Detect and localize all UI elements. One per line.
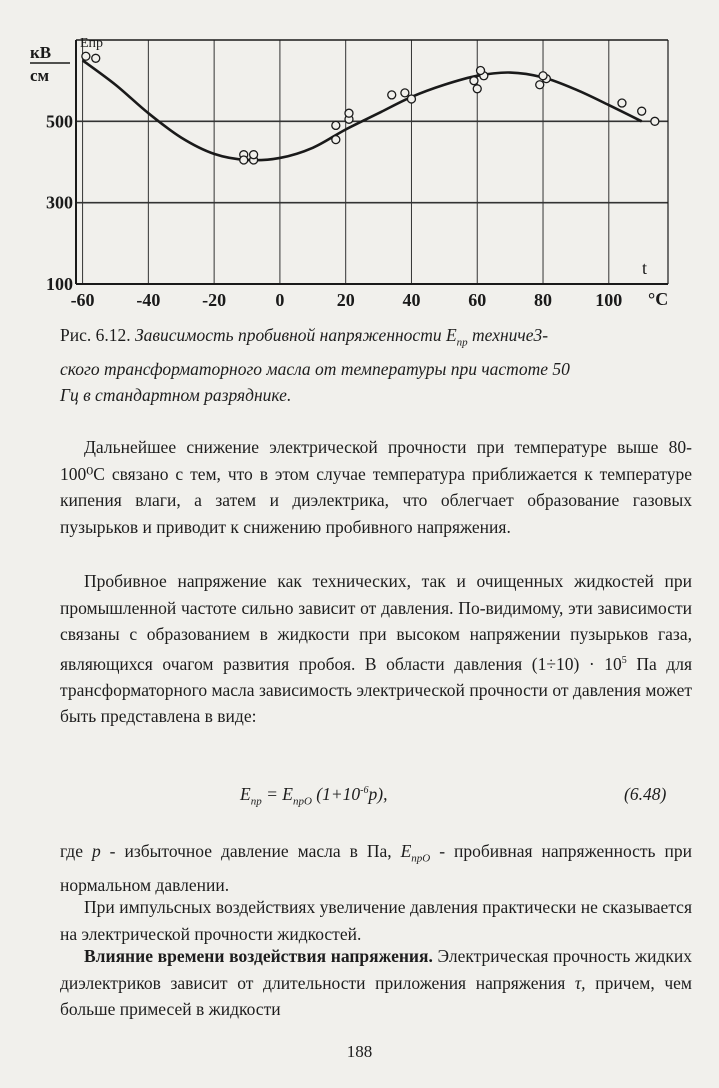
data-point [332,121,340,129]
data-point [651,117,659,125]
data-point [240,156,248,164]
paragraph-1: Дальнейшее снижение электрической прочности при температуре выше 80-100⁰С связано с тем, что в этом случае температура приближается к температуре кипения влаги, а затем и диэлектрика, что облегчает образование газовых пузырьков и приводит к снижению пробивного напряжения. [60,437,692,537]
data-point [82,52,90,60]
x-tick-label: -20 [202,290,227,310]
caption-label: Рис. 6.12. [60,325,131,345]
y-tick-label: 500 [46,111,73,132]
data-point [470,77,478,85]
x-tick-label: -60 [70,290,95,310]
data-point [473,85,481,93]
caption-text-start: Зависимость пробивной напряженности [135,325,442,345]
paragraph-2: Пробивное напряжение как технических, так и очищенных жидкостей при промышленной частоте сильно зависит от давления. По-видимому, эти зависимости связаны с образованием в жидкости при высоком напряжении пузырьков газа, являющихся очагом развития пробоя. В области давления $(1\div 10) \cdot 10^5$ Па для трансформаторного масла зависимость электрической прочности от давления может быть представлена в виде: [60,571,692,727]
chart-grid [76,40,668,284]
x-axis-symbol: t [642,258,648,278]
figure-chart [0,0,719,320]
x-tick-label: 60 [468,290,487,310]
chart-axes [76,40,668,284]
x-tick-label: 80 [534,290,553,310]
equation-number: (6.48) [624,784,667,804]
caption-text-line2: ского трансформаторного масла от температуры при частоте 50 [60,358,570,379]
paragraph-4: При импульсных воздействиях увеличение давления практически не сказывается на электрической прочности жидкостей. [60,897,692,944]
figure-caption [60,322,690,408]
data-point [92,54,100,62]
data-points [82,52,659,164]
y-tick-labels [46,111,73,294]
caption-text-line1-end: техниче3- [472,325,549,345]
data-point [250,151,258,159]
data-point [332,136,340,144]
data-point [388,91,396,99]
x-tick-label: 0 [275,290,285,310]
x-tick-label: 40 [402,290,421,310]
data-point [536,81,544,89]
data-point [618,99,626,107]
y-axis-symbol: Eпр [80,36,104,51]
data-point [345,109,353,117]
x-tick-label: 100 [595,290,623,310]
x-tick-label: -40 [136,290,161,310]
data-point [407,95,415,103]
y-unit-numerator: кВ [30,43,52,62]
data-point [539,72,547,80]
data-point [477,67,485,75]
x-unit-label: °C [648,289,669,309]
y-unit-denominator: см [30,66,50,85]
x-tick-label: 20 [336,290,355,310]
data-point [638,107,646,115]
paragraph-3: где p - избыточное давление масла в Па, $E_{прО}$ - пробивная напряженность при нормальном давлении. [60,841,692,895]
caption-text-line3: Гц в стандартном разряднике. [60,384,292,405]
page-number: 188 [346,1042,373,1061]
paragraph-5: Влияние времени воздействия напряжения. Электрическая прочность жидких диэлектриков зависит от длительности приложения напряжения τ, причем, чем больше примесей в жидкости [60,946,692,1019]
equation-formula: $E_{пр} = E_{прО}$ $(1+10^{-6}p)$, [240,784,388,808]
data-curve [83,60,642,160]
y-tick-label: 300 [46,192,73,213]
data-point [401,89,409,97]
x-tick-labels [71,290,623,310]
caption-symbol: $E_{пр}$ [445,325,468,349]
y-tick-label: 100 [46,274,73,294]
